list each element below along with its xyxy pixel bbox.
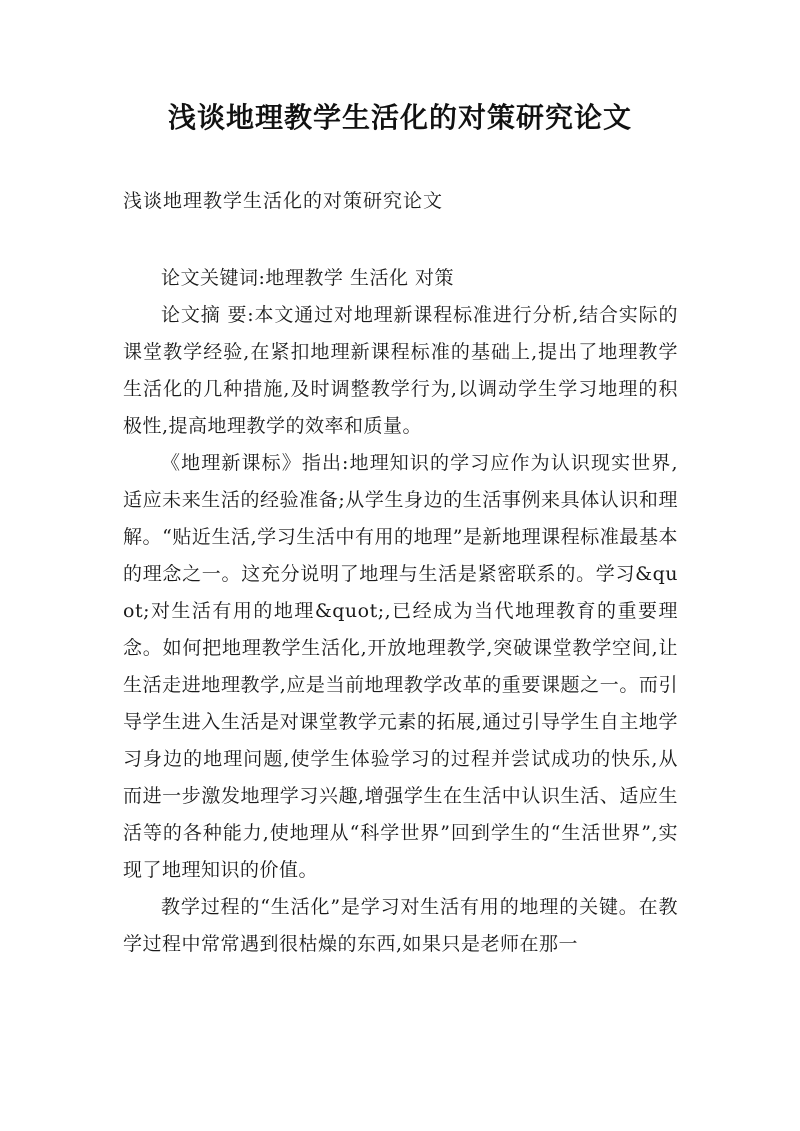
document-title: 浅谈地理教学生活化的对策研究论文 (167, 101, 632, 134)
abstract-paragraph: 论文摘 要:本文通过对地理新课程标准进行分析,结合实际的课堂教学经验,在紧扣地理新课程标准的基础上,提出了地理教学生活化的几种措施,及时调整教学行为,以调动学生学习地理的积极性,提高地理教学的效率和质量。 (123, 304, 678, 437)
body-paragraph: 《地理新课标》指出:地理知识的学习应作为认识现实世界,适应未来生活的经验准备;从学生身边的生活事例来具体认识和理解。“贴近生活,学习生活中有用的地理”是新地理课程标准最基本的理念之一。这充分说明了地理与生活是紧密联系的。学习&quot;对生活有用的地理&quot;,已经成为当代地理教育的重要理念。如何把地理教学生活化,开放地理教学,突破课堂教学空间,让生活走进地理教学,应是当前地理教学改革的重要课题之一。而引导学生进入生活是对课堂教学元素的拓展,通过引导学生自主地学习身边的地理问题,使学生体验学习的过程并尝试成功的快乐,从而进一步激发地理学习兴趣,增强学生在生活中认识生活、适应生活等的各种能力,使地理从“科学世界”回到学生的“生活世界”,实现了地理知识的价值。 (123, 452, 678, 881)
document-subtitle: 浅谈地理教学生活化的对策研究论文 (123, 190, 444, 212)
body-paragraph: 教学过程的“生活化”是学习对生活有用的地理的关键。在教学过程中常常遇到很枯燥的东西,如果只是老师在那一 (123, 896, 678, 955)
keywords-paragraph: 论文关键词:地理教学 生活化 对策 (161, 267, 454, 289)
document-body (123, 260, 678, 963)
